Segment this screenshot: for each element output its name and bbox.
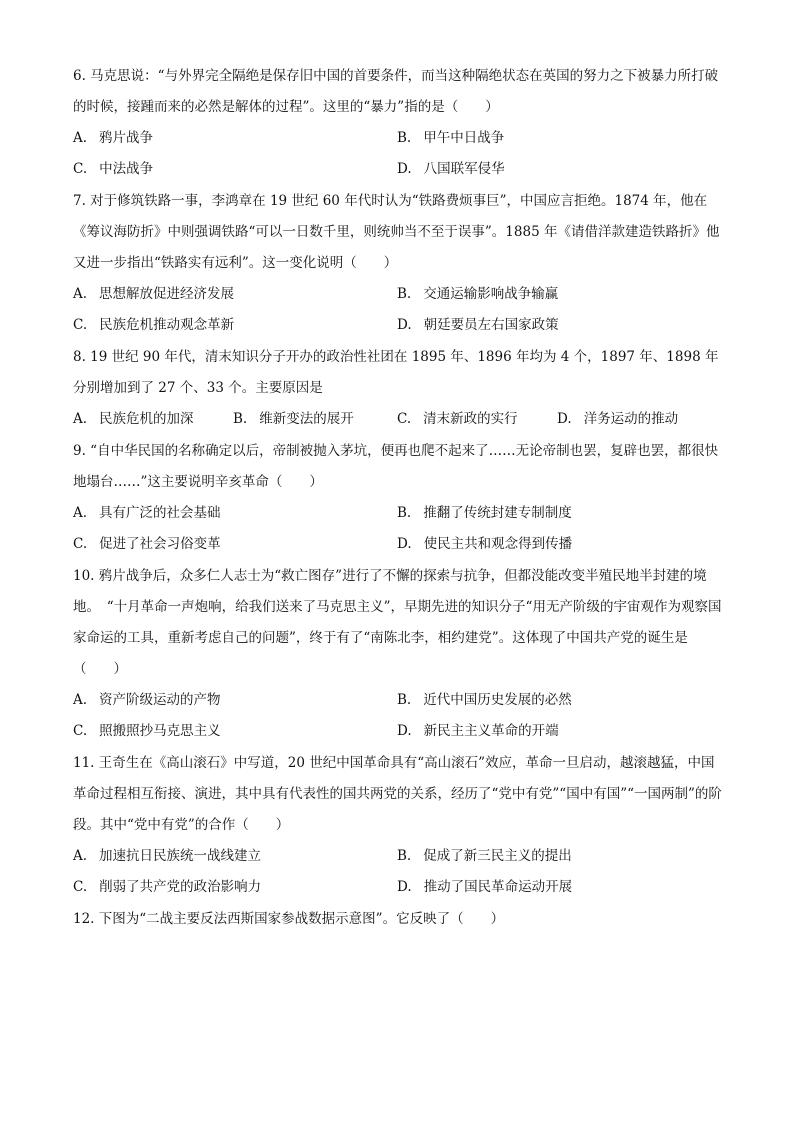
question-8 bbox=[73, 342, 723, 435]
option-a[interactable]: A. 民族危机的加深 bbox=[73, 411, 194, 427]
options bbox=[73, 123, 723, 185]
option-a[interactable]: A. 具有广泛的社会基础 bbox=[73, 505, 221, 521]
option-c[interactable]: C. 中法战争 bbox=[73, 161, 154, 177]
option-c[interactable]: C. 清末新政的实行 bbox=[397, 411, 518, 427]
option-b[interactable]: B. 近代中国历史发展的必然 bbox=[397, 692, 572, 708]
option-c[interactable]: C. 民族危机推动观念革新 bbox=[73, 317, 235, 333]
option-d[interactable]: D. 朝廷要员左右国家政策 bbox=[397, 317, 559, 333]
option-d[interactable]: D. 洋务运动的推动 bbox=[557, 411, 679, 427]
question-stem: 11. 王奇生在《高山滚石》中写道，20 世纪中国革命具有“高山滚石”效应，革命一旦启动，越滚越猛，中国革命过程相互衔接、演进，其中具有代表性的国共两党的关系，经历了“党中有党”“国中有国”“一国两制”的阶段。其中“党中有党”的合作（ ） bbox=[73, 755, 722, 833]
option-a[interactable]: A. 鸦片战争 bbox=[73, 130, 154, 146]
question-9 bbox=[73, 436, 723, 560]
question-stem: 10. 鸦片战争后，众多仁人志士为“救亡图存”进行了不懈的探索与抗争，但都没能改变半殖民地半封建的境地。 “十月革命一声炮响，给我们送来了马克思主义”，早期先进的知识分子“用无产阶级的宇宙观作为观察国家命运的工具，重新考虑自己的问题”，终于有了“南陈北李，相约建党”。这体现了中国共产党的诞生是（ ） bbox=[73, 568, 722, 677]
options bbox=[73, 404, 723, 435]
question-11 bbox=[73, 748, 723, 903]
question-6 bbox=[73, 61, 723, 185]
option-b[interactable]: B. 推翻了传统封建专制制度 bbox=[397, 505, 572, 521]
option-a[interactable]: A. 资产阶级运动的产物 bbox=[73, 692, 221, 708]
option-d[interactable]: D. 使民主共和观念得到传播 bbox=[397, 536, 573, 552]
question-stem: 9. “自中华民国的名称确定以后，帝制被抛入茅坑，便再也爬不起来了……无论帝制也罢，复辟也罢，都很快地塌台……”这主要说明辛亥革命（ ） bbox=[73, 443, 719, 490]
option-c[interactable]: C. 促进了社会习俗变革 bbox=[73, 536, 221, 552]
option-d[interactable]: D. 推动了国民革命运动开展 bbox=[397, 879, 573, 895]
question-12 bbox=[73, 904, 723, 935]
question-stem: 12. 下图为“二战主要反法西斯国家参战数据示意图”。它反映了（ ） bbox=[73, 911, 505, 927]
option-b[interactable]: B. 甲午中日战争 bbox=[397, 130, 505, 146]
question-stem: 7. 对于修筑铁路一事，李鸿章在 19 世纪 60 年代时认为“铁路费烦事巨”，中国应言拒绝。1874 年，他在《筹议海防折》中则强调铁路“可以一日数千里，则统帅当不至于误事”。1885 年《请借洋款建造铁路折》他又进一步指出“铁路实有远利”。这一变化说明（ ） bbox=[73, 193, 720, 271]
options bbox=[73, 841, 723, 903]
option-c[interactable]: C. 削弱了共产党的政治影响力 bbox=[73, 879, 262, 895]
question-stem: 6. 马克思说：“与外界完全隔绝是保存旧中国的首要条件，而当这种隔绝状态在英国的努力之下被暴力所打破的时候，接踵而来的必然是解体的过程”。这里的“暴力”指的是（ ） bbox=[73, 68, 719, 115]
option-b[interactable]: B. 维新变法的展开 bbox=[233, 411, 354, 427]
option-c[interactable]: C. 照搬照抄马克思主义 bbox=[73, 723, 221, 739]
question-stem: 8. 19 世纪 90 年代，清末知识分子开办的政治性社团在 1895 年、1896 年均为 4 个，1897 年、1898 年分别增加到了 27 个、33 个。主要原因是 bbox=[73, 349, 719, 396]
options bbox=[73, 279, 723, 341]
option-d[interactable]: D. 新民主主义革命的开端 bbox=[397, 723, 559, 739]
option-d[interactable]: D. 八国联军侵华 bbox=[397, 161, 505, 177]
option-a[interactable]: A. 加速抗日民族统一战线建立 bbox=[73, 848, 262, 864]
option-a[interactable]: A. 思想解放促进经济发展 bbox=[73, 286, 235, 302]
options bbox=[73, 498, 723, 560]
option-b[interactable]: B. 交通运输影响战争输赢 bbox=[397, 286, 559, 302]
option-b[interactable]: B. 促成了新三民主义的提出 bbox=[397, 848, 572, 864]
question-10 bbox=[73, 561, 723, 747]
question-7 bbox=[73, 186, 723, 341]
options bbox=[73, 685, 723, 747]
